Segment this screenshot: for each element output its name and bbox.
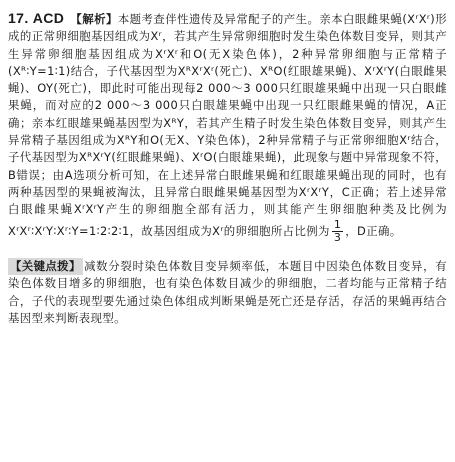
question-number: 17.	[8, 10, 29, 26]
answer-choices: ACD	[32, 10, 65, 26]
key-point-text: 减数分裂时染色体数目变异频率低，本题目中因染色体数目变异，有染色体数目增多的卵细胞，也有染色体数目减少的卵细胞，二者均能与正常精子结合，子代的表现型要先通过染色体组成判断果蝇是死亡还是存活，存活的果蝇再结合基因型来判断表现型。	[8, 258, 447, 326]
fraction-one-third	[332, 219, 343, 244]
fraction-numerator: 1	[333, 217, 342, 231]
analysis-tag: 【解析】	[70, 12, 118, 26]
key-point-tag: 【关键点拨】	[8, 258, 83, 276]
question-17-explanation	[8, 10, 447, 244]
analysis-text: 本题考查伴性遗传及异常配子的产生。亲本白眼雌果蝇(XʳXʳ)形成的正常卵细胞基因组成为Xʳ，若其产生异常卵细胞时发生染色体数目变异，则其产生异常卵细胞基因组成为XʳXʳ和O(无X染色体)，2种异常卵细胞与正常精子(Xᴿ∶Y=1∶1)结合，子代基因型为XᴿXʳXʳ(死亡)、XᴿO(红眼雄果蝇)、XʳXʳY(白眼雌果蝇)、OY(死亡)，即此时可能出现每2 000～3 000只红眼雄果蝇中出现一只白眼雌果蝇，而对应的2 000～3 000只白眼雄果蝇中出现一只红眼雌果蝇的情况，A正确；亲本红眼雄果蝇基因型为XᴿY，若其产生精子时发生染色体数目变异，则其产生异常精子基因组成为XᴿY和O(无X、Y染色体)，2种异常精子与正常卵细胞Xʳ结合，子代基因型为XᴿXʳY(红眼雌果蝇)、XʳO(白眼雄果蝇)，此现象与题中异常现象不符，B错误；由A选项分析可知，在上述异常白眼雌果蝇和红眼雄果蝇出现的同时，也有两种基因型的果蝇被淘汰，且异常白眼雌果蝇基因型为XʳXʳY，C正确；若上述异常白眼雌果蝇XʳXʳY产生的卵细胞全部有活力，则其能产生卵细胞种类及比例为XʳXʳ∶XʳY∶Xʳ∶Y=1∶2∶2∶1，故基因组成为Xʳ的卵细胞所占比例为	[8, 12, 447, 238]
key-point-section	[8, 258, 447, 328]
analysis-end: ，D正确。	[345, 223, 402, 238]
fraction-denominator: 3	[333, 230, 342, 244]
